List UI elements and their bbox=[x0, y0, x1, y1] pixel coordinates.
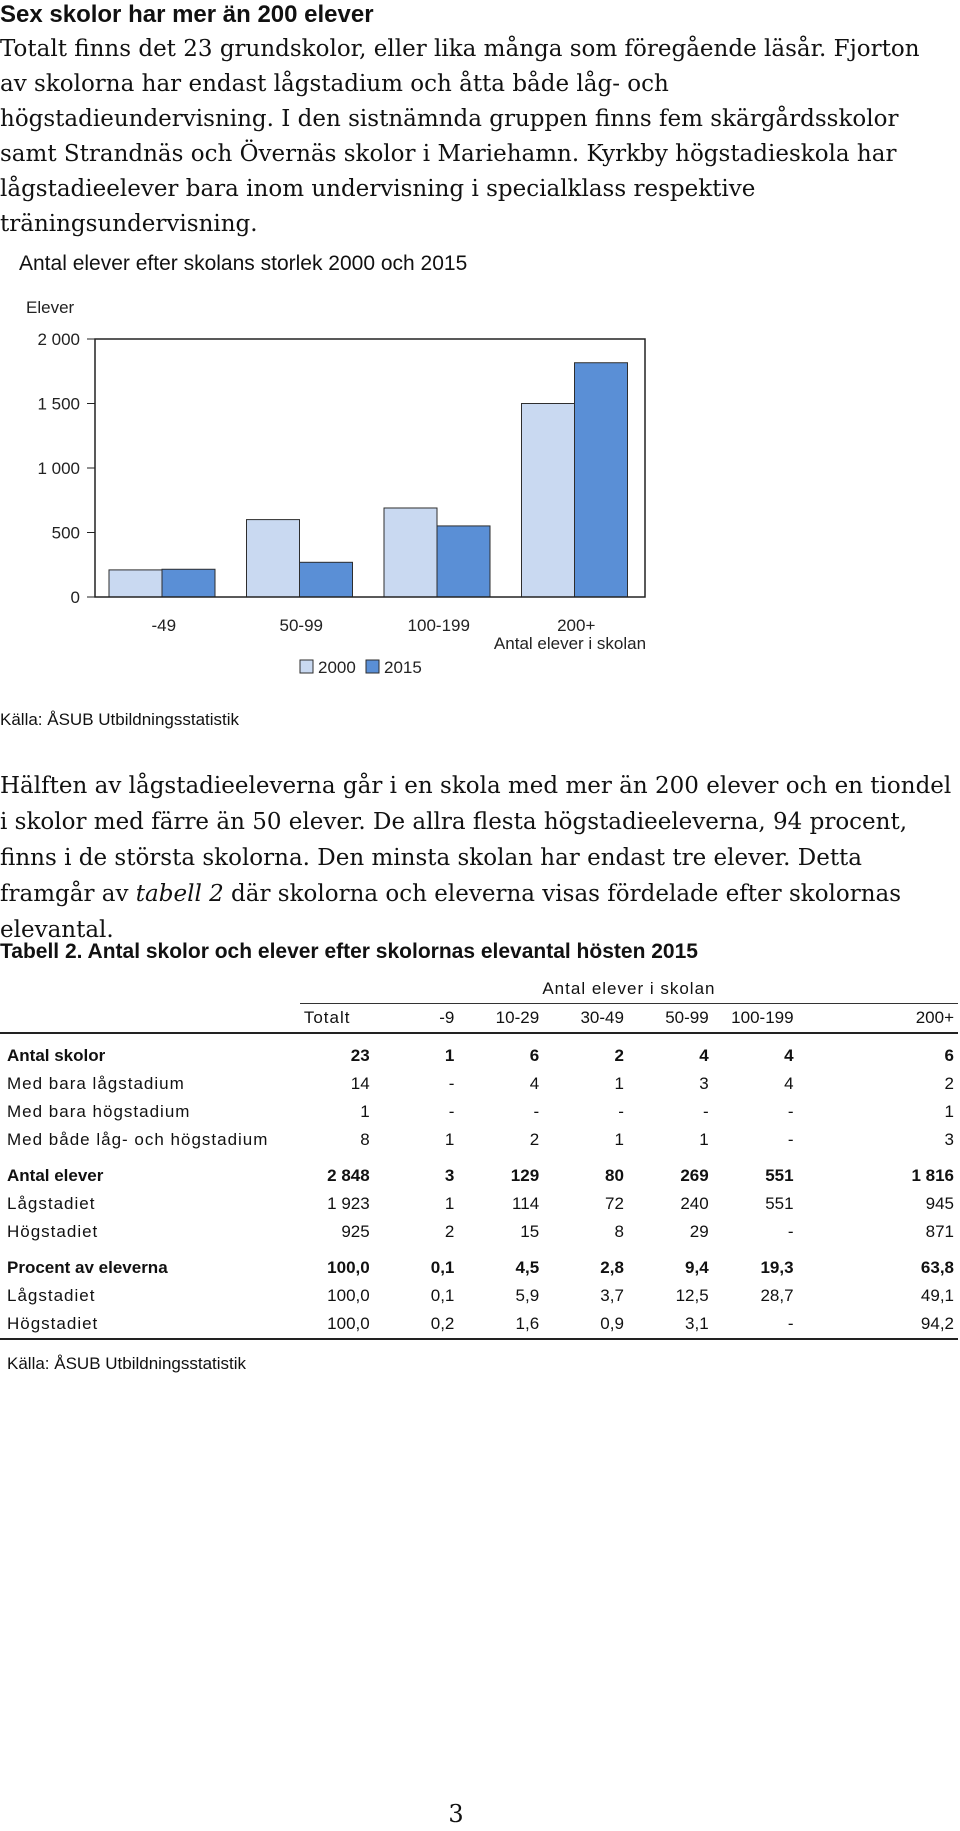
table-cell: 551 bbox=[765, 1166, 794, 1185]
table-cell: 12,5 bbox=[675, 1286, 709, 1305]
table-cell: 1 bbox=[944, 1102, 954, 1121]
table-cell: 1 bbox=[444, 1194, 455, 1213]
table-cell: 1 bbox=[614, 1074, 624, 1093]
table-cell: 6 bbox=[944, 1046, 954, 1065]
body-text: Hälften av lågstadieeleverna går i en skola med mer än 200 elever och en tiondel i skolor med färre än 50 elever. De allra flesta högstadieeleverna, 94 procent, finns i de största skolorna. Den minsta skolan har endast tre elever. Detta framgår av bbox=[0, 773, 952, 907]
table-grid bbox=[0, 975, 958, 1340]
bar-2000--49 bbox=[109, 570, 162, 597]
table-cell: 5,9 bbox=[515, 1286, 540, 1305]
data-table bbox=[0, 975, 960, 1340]
bar-2015-100-199 bbox=[437, 526, 490, 597]
table-row bbox=[0, 1190, 958, 1218]
legend-label-2015: 2015 bbox=[384, 658, 422, 677]
table-cell: 925 bbox=[341, 1222, 370, 1241]
table-cell: 129 bbox=[510, 1166, 540, 1185]
y-tick-label: 2 000 bbox=[37, 330, 80, 349]
table-cell: 871 bbox=[925, 1222, 954, 1241]
table-cell: 28,7 bbox=[760, 1286, 794, 1305]
table-row bbox=[0, 1126, 958, 1154]
table-cell: 8 bbox=[614, 1222, 624, 1241]
table-cell: - bbox=[618, 1102, 624, 1121]
table-reference: tabell 2 bbox=[135, 881, 224, 907]
x-tick-label: -49 bbox=[151, 616, 177, 635]
body-text-tail: där skolorna och eleverna visas fördelade efter skolornas elevantal. bbox=[0, 881, 902, 943]
table-cell: 49,1 bbox=[920, 1286, 954, 1305]
table-cell: - bbox=[703, 1102, 709, 1121]
table-row bbox=[0, 1042, 958, 1070]
table-cell: - bbox=[448, 1074, 455, 1093]
table-cell: 114 bbox=[512, 1194, 540, 1213]
table-cell: - bbox=[709, 1310, 794, 1339]
x-axis-label: Antal elever i skolan bbox=[493, 634, 647, 653]
table-cell: 3,1 bbox=[624, 1310, 709, 1339]
bar-2015-50-99 bbox=[300, 562, 353, 597]
table-cell: 1,6 bbox=[454, 1310, 539, 1339]
table-cell: 2 bbox=[614, 1046, 624, 1065]
table-cell: 4,5 bbox=[515, 1258, 540, 1277]
table-cell: - bbox=[787, 1102, 794, 1121]
table-cell: 1 bbox=[360, 1102, 370, 1121]
section-heading: Sex skolor har mer än 200 elever bbox=[0, 1, 374, 28]
table-row bbox=[0, 1162, 958, 1190]
table-cell: 9,4 bbox=[685, 1258, 709, 1277]
table-cell: 2 bbox=[944, 1074, 954, 1093]
row-label: Högstadiet bbox=[7, 1222, 99, 1241]
table-cell: 2,8 bbox=[600, 1258, 624, 1277]
table-cell: 100,0 bbox=[327, 1258, 370, 1277]
table-cell: 8 bbox=[360, 1130, 370, 1149]
table-cell: 1 bbox=[444, 1046, 455, 1065]
legend-label-2000: 2000 bbox=[318, 658, 356, 677]
table-cell: 1 bbox=[614, 1130, 624, 1149]
bar-chart bbox=[0, 286, 700, 696]
bar-2000-50-99 bbox=[247, 520, 300, 597]
y-tick-label: 500 bbox=[51, 523, 80, 543]
table-cell: 6 bbox=[529, 1046, 540, 1065]
table-cell: 100,0 bbox=[327, 1286, 370, 1305]
table-cell: 2 bbox=[444, 1222, 455, 1241]
table-cell: 0,1 bbox=[430, 1258, 455, 1277]
column-header: Totalt bbox=[300, 1004, 370, 1034]
chart-source: Källa: ÅSUB Utbildningsstatistik bbox=[0, 710, 240, 729]
table-row bbox=[0, 1218, 958, 1246]
table-cell: 551 bbox=[765, 1194, 794, 1213]
bar-2015--49 bbox=[162, 569, 215, 597]
table-cell: 4 bbox=[529, 1074, 540, 1093]
table-title: Tabell 2. Antal skolor och elever efter skolornas elevantal hösten 2015 bbox=[0, 940, 698, 963]
table-cell: 1 923 bbox=[327, 1194, 370, 1213]
x-tick-label: 50-99 bbox=[279, 616, 323, 635]
row-label: Lågstadiet bbox=[7, 1194, 96, 1213]
header-empty bbox=[0, 1004, 300, 1034]
column-header: 100-199 bbox=[709, 1004, 794, 1034]
row-label: Procent av eleverna bbox=[7, 1258, 168, 1277]
table-cell: - bbox=[533, 1102, 540, 1121]
table-cell: 1 816 bbox=[911, 1166, 954, 1185]
y-axis-label: Elever bbox=[26, 298, 75, 317]
header-empty bbox=[0, 975, 300, 1004]
bar-2000-100-199 bbox=[384, 508, 437, 597]
table-row bbox=[0, 1310, 958, 1339]
intro-paragraph: Totalt finns det 23 grundskolor, eller lika många som föregående läsår. Fjorton av skolorna har endast lågstadium och åtta både låg- och högstadieundervisning. I den sistnämnda gruppen finns fem skärgårdsskolor samt Strandnäs och Övernäs skolor i Mariehamn. Kyrkby högstadieskola har lågstadieelever bara inom undervisning i specialklass respektive träningsundervisning. bbox=[0, 36, 920, 237]
table-cell: 269 bbox=[680, 1166, 709, 1185]
y-tick-label: 1 500 bbox=[37, 394, 80, 414]
y-tick-label: 0 bbox=[70, 588, 80, 607]
table-cell: 3 bbox=[944, 1130, 954, 1149]
table-source: Källa: ÅSUB Utbildningsstatistik bbox=[7, 1354, 247, 1373]
x-tick-label: 100-199 bbox=[407, 616, 470, 635]
column-header: 200+ bbox=[794, 1004, 958, 1034]
table-cell: 3 bbox=[699, 1074, 709, 1093]
row-label: Med bara högstadium bbox=[7, 1102, 191, 1121]
table-cell: 1 bbox=[444, 1130, 455, 1149]
column-header: 50-99 bbox=[624, 1004, 709, 1034]
table-row bbox=[0, 1098, 958, 1126]
table-cell: 80 bbox=[605, 1166, 624, 1185]
group-header: Antal elever i skolan bbox=[300, 975, 958, 1004]
table-group-header-row bbox=[0, 975, 958, 1004]
table-row bbox=[0, 1282, 958, 1310]
table-cell: 72 bbox=[605, 1194, 624, 1213]
table-column-header-row bbox=[0, 1004, 958, 1034]
legend-swatch-2015 bbox=[366, 660, 379, 673]
table-cell: 0,9 bbox=[539, 1310, 624, 1339]
row-label: Antal skolor bbox=[7, 1046, 106, 1065]
column-header: 30-49 bbox=[539, 1004, 624, 1034]
row-label: Med både låg- och högstadium bbox=[7, 1130, 269, 1149]
row-label: Högstadiet bbox=[0, 1310, 300, 1339]
section-spacer bbox=[0, 1033, 958, 1042]
table-cell: 14 bbox=[350, 1074, 370, 1093]
table-cell: 0,2 bbox=[370, 1310, 455, 1339]
chart-title: Antal elever efter skolans storlek 2000 och 2015 bbox=[19, 252, 468, 275]
page-number: 3 bbox=[448, 1800, 464, 1828]
body-paragraph bbox=[0, 768, 955, 948]
y-tick-label: 1 000 bbox=[37, 459, 80, 478]
table-cell: 2 848 bbox=[327, 1166, 370, 1185]
row-label: Antal elever bbox=[7, 1166, 104, 1185]
table-cell: 0,1 bbox=[430, 1286, 455, 1305]
table-cell: 3,7 bbox=[600, 1286, 624, 1305]
table-cell: 29 bbox=[689, 1222, 709, 1241]
table-cell: 94,2 bbox=[794, 1310, 958, 1339]
table-cell: 4 bbox=[784, 1046, 794, 1065]
bar-2000-200+ bbox=[522, 404, 575, 598]
x-tick-label: 200+ bbox=[557, 616, 596, 635]
table-cell: 19,3 bbox=[760, 1258, 794, 1277]
table-cell: 945 bbox=[925, 1194, 954, 1213]
table-cell: 23 bbox=[350, 1046, 370, 1065]
table-cell: 3 bbox=[444, 1166, 455, 1185]
table-cell: 4 bbox=[784, 1074, 794, 1093]
table-row bbox=[0, 1070, 958, 1098]
table-cell: 100,0 bbox=[300, 1310, 370, 1339]
section-spacer bbox=[0, 1246, 958, 1254]
section-spacer bbox=[0, 1154, 958, 1162]
table-cell: 240 bbox=[680, 1194, 709, 1213]
column-header: -9 bbox=[370, 1004, 455, 1034]
table-cell: 2 bbox=[529, 1130, 540, 1149]
table-cell: 4 bbox=[699, 1046, 709, 1065]
table-row bbox=[0, 1254, 958, 1282]
table-cell: - bbox=[787, 1130, 794, 1149]
table-cell: - bbox=[448, 1102, 455, 1121]
table-cell: 1 bbox=[699, 1130, 709, 1149]
bar-2015-200+ bbox=[575, 363, 628, 597]
legend-swatch-2000 bbox=[300, 660, 313, 673]
table-cell: - bbox=[787, 1222, 794, 1241]
table-cell: 63,8 bbox=[920, 1258, 954, 1277]
row-label: Lågstadiet bbox=[7, 1286, 96, 1305]
column-header: 10-29 bbox=[454, 1004, 539, 1034]
table-cell: 15 bbox=[520, 1222, 540, 1241]
row-label: Med bara lågstadium bbox=[7, 1074, 185, 1093]
